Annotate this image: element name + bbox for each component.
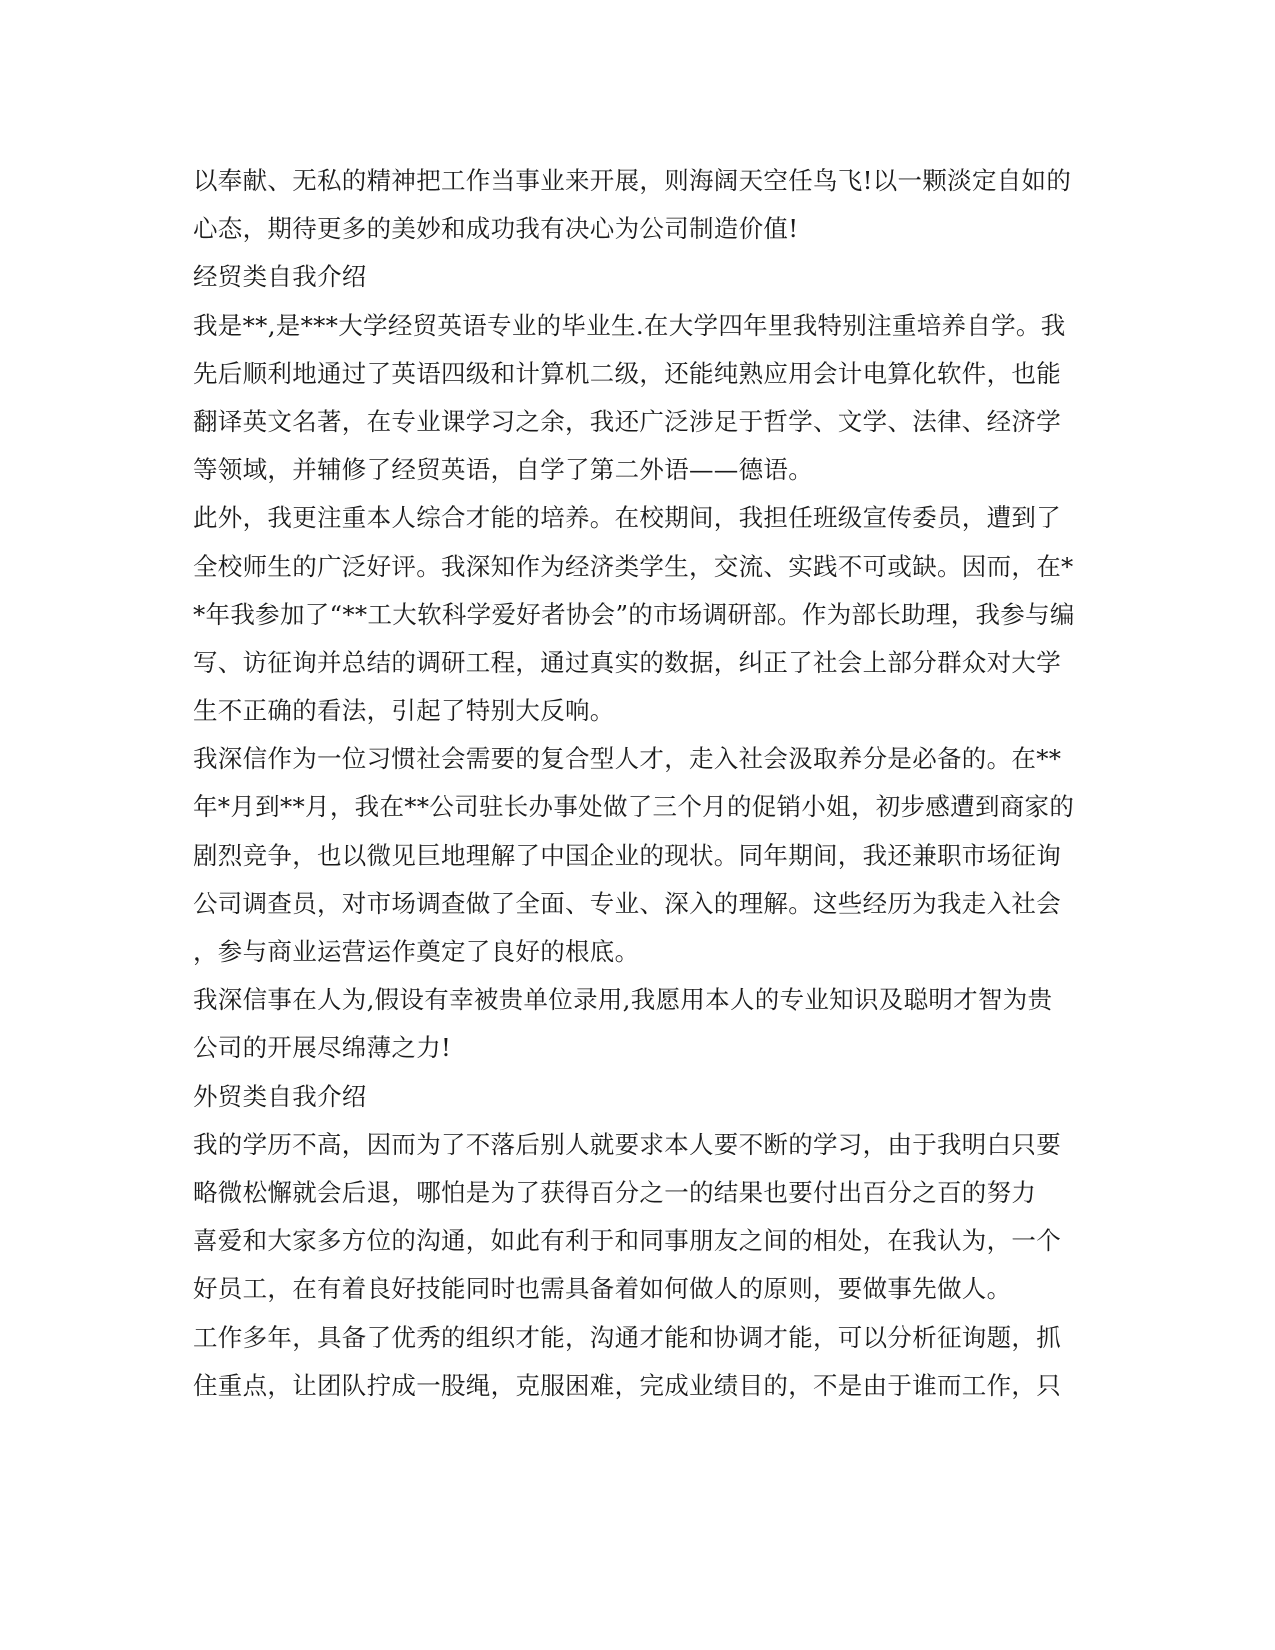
document-body [193,157,1093,1410]
text-line: 公司调查员，对市场调查做了全面、专业、深入的理解。这些经历为我走入社会 [193,888,1061,918]
text-line: 喜爱和大家多方位的沟通，如此有利于和同事朋友之间的相处，在我认为，一个 [193,1226,1061,1256]
section-heading: 经贸类自我介绍 [193,262,367,292]
text-line: 我的学历不高，因而为了不落后别人就要求本人要不断的学习，由于我明白只要 [193,1129,1061,1159]
section-heading: 外贸类自我介绍 [193,1081,367,1111]
text-line: ，参与商业运营运作奠定了良好的根底。 [193,937,640,966]
text-line: 先后顺利地通过了英语四级和计算机二级，还能纯熟应用会计电算化软件，也能 [193,358,1061,388]
text-line: 生不正确的看法，引起了特别大反响。 [193,696,615,726]
text-line: 略微松懈就会后退，哪怕是为了获得百分之一的结果也要付出百分之百的努力 [193,1177,1037,1207]
text-line: 我是**,是***大学经贸英语专业的毕业生.在大学四年里我特别注重培养自学。我 [193,310,1066,340]
text-line: 我深信作为一位习惯社会需要的复合型人才，走入社会汲取养分是必备的。在** [193,744,1062,774]
text-line: 翻译英文名著，在专业课学习之余，我还广泛涉足于哲学、文学、法律、经济学 [193,406,1061,436]
text-line: 我深信事在人为,假设有幸被贵单位录用,我愿用本人的专业知识及聪明才智为贵 [193,985,1053,1015]
text-line: 住重点，让团队拧成一股绳，克服困难，完成业绩目的，不是由于谁而工作，只 [193,1370,1061,1400]
text-line: 心态，期待更多的美妙和成功我有决心为公司制造价值! [193,214,799,244]
text-line: *年我参加了“**工大软科学爱好者协会”的市场调研部。作为部长助理，我参与编 [193,599,1075,629]
text-line: 剧烈竞争，也以微见巨地理解了中国企业的现状。同年期间，我还兼职市场征询 [193,840,1061,870]
text-line: 工作多年，具备了优秀的组织才能，沟通才能和协调才能，可以分析征询题，抓 [193,1322,1061,1352]
text-line: 好员工，在有着良好技能同时也需具备着如何做人的原则，要做事先做人。 [193,1274,1012,1304]
text-line: 等领域，并辅修了经贸英语，自学了第二外语——德语。 [193,455,813,485]
text-line: 全校师生的广泛好评。我深知作为经济类学生，交流、实践不可或缺。因而，在* [193,551,1074,581]
text-line: 公司的开展尽绵薄之力! [193,1033,452,1063]
text-line: 以奉献、无私的精神把工作当事业来开展，则海阔天空任鸟飞!以一颗淡定自如的 [193,166,1072,195]
text-line: 写、访征询并总结的调研工程，通过真实的数据，纠正了社会上部分群众对大学 [193,647,1061,677]
text-line: 年*月到**月，我在**公司驻长办事处做了三个月的促销小姐，初步感遭到商家的 [193,792,1075,822]
text-line: 此外，我更注重本人综合才能的培养。在校期间，我担任班级宣传委员，遭到了 [193,503,1061,533]
